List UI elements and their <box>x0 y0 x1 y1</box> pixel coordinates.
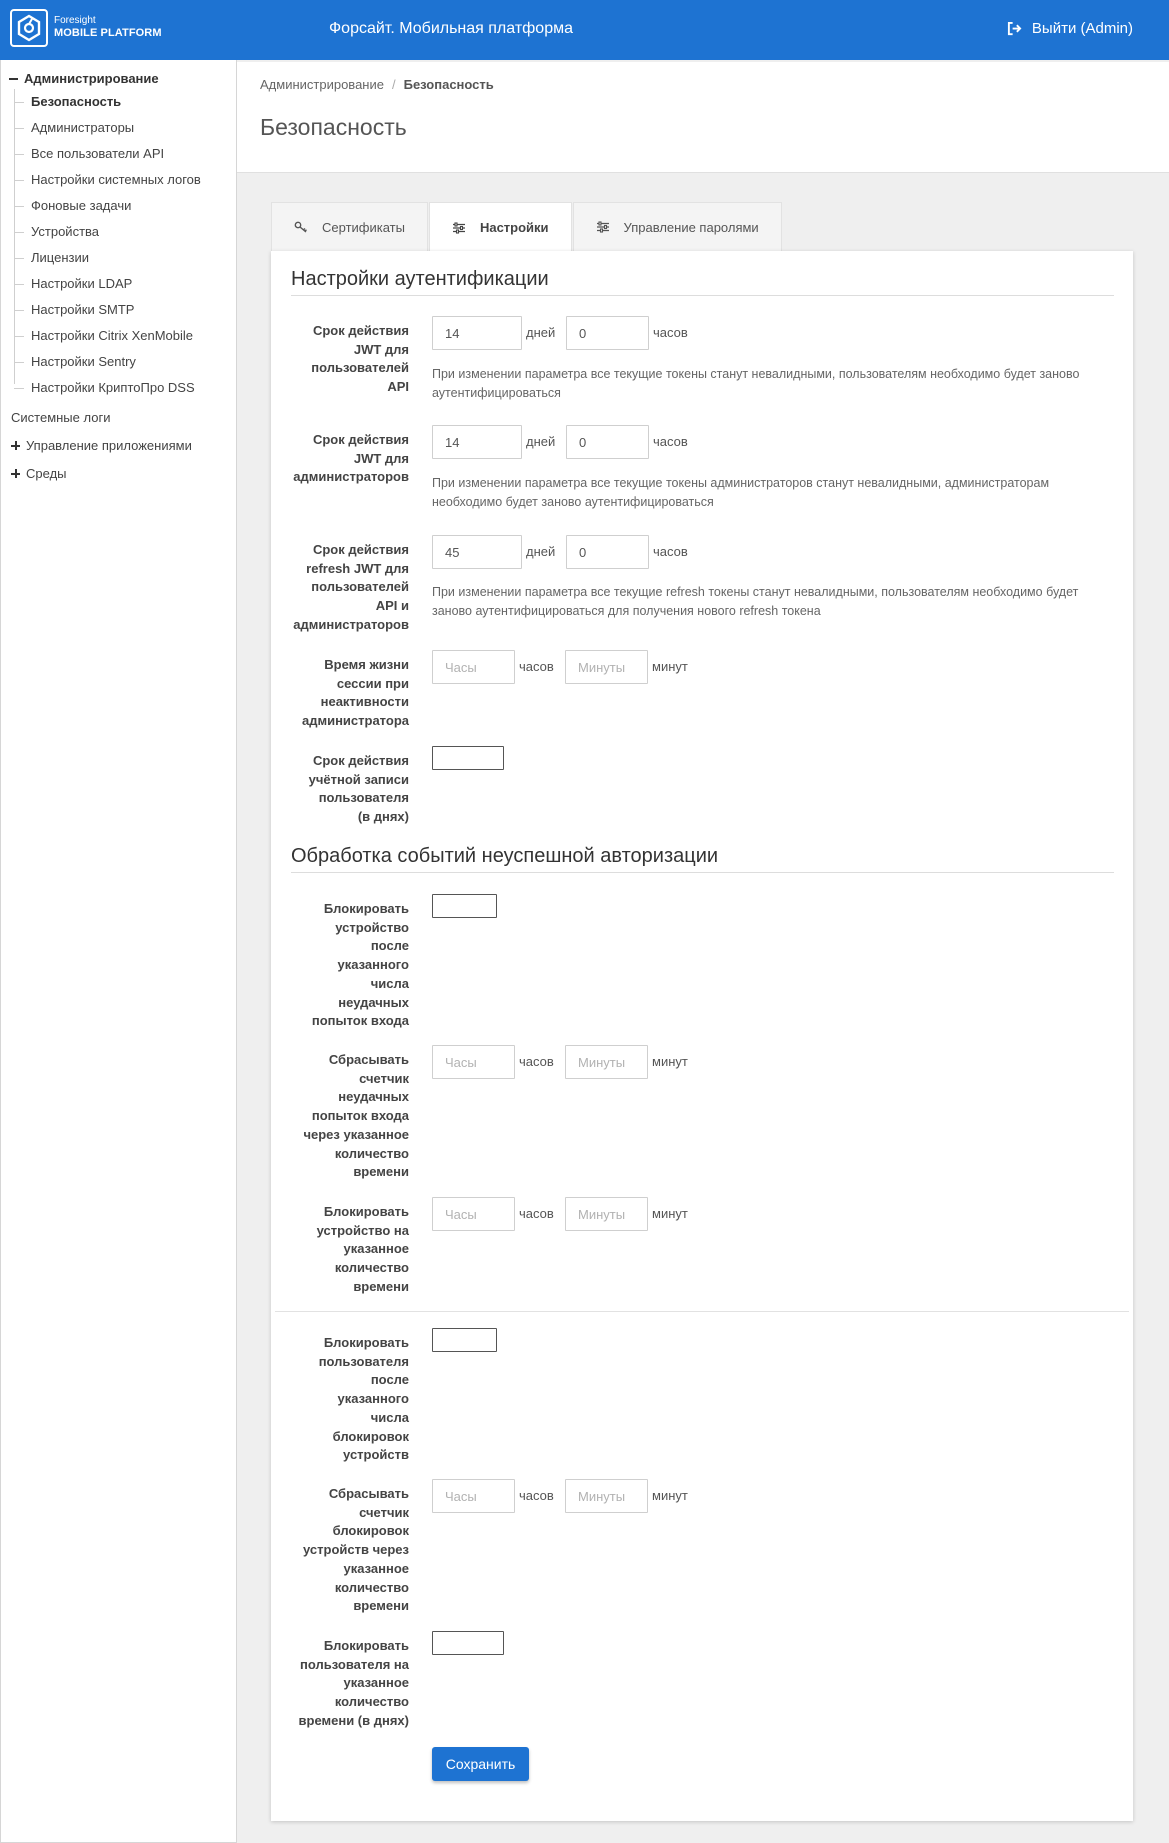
top-bar <box>0 0 1169 60</box>
days-unit: дней <box>526 434 556 449</box>
tree-node-label: Управление приложениями <box>26 438 192 453</box>
label-line: Срок действия <box>312 753 409 768</box>
section-divider <box>291 872 1114 873</box>
label-line: количество <box>334 1145 409 1161</box>
section-divider <box>291 295 1114 296</box>
label-line: API <box>387 379 409 395</box>
label-line: Срок действия <box>312 323 409 338</box>
expand-icon[interactable] <box>11 441 20 450</box>
label-line: Блокировать <box>323 1335 409 1350</box>
section-title-auth: Настройки аутентификации <box>291 268 549 290</box>
sidebar-item-cryptopro[interactable]: Настройки КриптоПро DSS <box>14 375 229 401</box>
sidebar-item-smtp[interactable]: Настройки SMTP <box>14 297 229 323</box>
tree-children <box>14 89 229 401</box>
block-device-after-label <box>291 900 409 1031</box>
label-line: администратора <box>301 713 409 729</box>
label-line: неудачных <box>338 1089 409 1105</box>
label-line: JWT для <box>353 341 409 357</box>
reset-block-hours-input[interactable] <box>432 1479 515 1513</box>
account-validity-input[interactable] <box>432 746 504 770</box>
collapse-icon[interactable] <box>9 74 18 83</box>
logo-line-1: Foresight <box>54 15 96 26</box>
key-icon <box>294 220 308 234</box>
sign-out-icon <box>1007 21 1022 36</box>
logo-text <box>54 14 162 40</box>
label-line: refresh JWT для <box>306 560 409 576</box>
refresh-jwt-label <box>291 541 409 635</box>
label-line: учётной записи <box>308 771 409 787</box>
session-minutes-input[interactable] <box>565 650 648 684</box>
hint-line: необходимо будет заново аутентифицироваться <box>432 495 714 509</box>
jwt-admins-label <box>291 431 409 487</box>
session-hours-input[interactable] <box>432 650 515 684</box>
label-line: Блокировать <box>323 1204 409 1219</box>
reset-failed-hours-input[interactable] <box>432 1045 515 1079</box>
label-line: блокировок <box>332 1523 409 1539</box>
hint-line: заново аутентифицироваться для получения нового refresh токена <box>432 604 821 618</box>
hint-line: При изменении параметра все текущие токены станут невалидными, пользователям необходимо будет заново <box>432 367 1080 381</box>
page-title: Безопасность <box>260 114 407 140</box>
label-line: числа <box>370 975 409 991</box>
session-lifetime-label <box>291 656 409 731</box>
label-line: пользователя на <box>300 1656 409 1672</box>
sidebar-item-api-users[interactable]: Все пользователи API <box>14 141 229 167</box>
block-user-for-label <box>291 1637 409 1731</box>
sidebar-item-licenses[interactable]: Лицензии <box>14 245 229 271</box>
label-line: Время жизни <box>324 657 409 672</box>
tab-certificates[interactable] <box>271 202 428 251</box>
jwt-admins-hint <box>432 474 1049 512</box>
hint-line: аутентифицироваться <box>432 386 561 400</box>
label-line: неактивности <box>320 694 409 710</box>
label-line: количество <box>334 1260 409 1276</box>
refresh-jwt-hours-input[interactable] <box>566 535 649 569</box>
label-line: пользователя <box>318 790 409 806</box>
app-title: Форсайт. Мобильная платформа <box>329 20 573 37</box>
block-user-for-input[interactable] <box>432 1631 504 1655</box>
jwt-users-days-input[interactable] <box>432 316 522 350</box>
label-line: API и <box>375 598 409 614</box>
tree-node-app-management[interactable] <box>11 438 192 453</box>
hint-line: При изменении параметра все текущие токены администраторов станут невалидными, администраторам <box>432 476 1050 490</box>
label-line: указанное <box>343 1675 409 1691</box>
refresh-jwt-days-input[interactable] <box>432 535 522 569</box>
hours-unit: часов <box>519 1488 554 1503</box>
tree-node-label: Администрирование <box>24 71 159 86</box>
hours-unit: часов <box>519 1054 554 1069</box>
hours-unit: часов <box>519 659 554 674</box>
label-line: Блокировать <box>323 1638 409 1653</box>
label-line: попыток входа <box>311 1108 409 1124</box>
breadcrumb-current: Безопасность <box>403 77 494 92</box>
hours-unit: часов <box>653 544 688 559</box>
label-line: пользователей <box>311 360 409 376</box>
tab-settings[interactable] <box>429 202 572 252</box>
label-line: Блокировать <box>323 901 409 916</box>
logo-line-2: MOBILE PLATFORM <box>54 27 162 39</box>
sidebar-item-background-tasks[interactable]: Фоновые задачи <box>14 193 229 219</box>
sidebar-item-administrators[interactable]: Администраторы <box>14 115 229 141</box>
jwt-users-hint <box>432 365 1079 403</box>
label-line: указанное <box>343 1560 409 1576</box>
refresh-jwt-hint <box>432 583 1078 621</box>
minutes-unit: минут <box>652 1054 688 1069</box>
minutes-unit: минут <box>652 659 688 674</box>
sidebar-item-ldap[interactable]: Настройки LDAP <box>14 271 229 297</box>
hint-line: При изменении параметра все текущие refresh токены станут невалидными, пользователям необходимо будет <box>432 585 1079 599</box>
label-line: администраторов <box>293 469 409 485</box>
hours-unit: часов <box>653 325 688 340</box>
label-line: указанного <box>337 957 409 973</box>
breadcrumb <box>260 77 494 92</box>
tree-node-environments[interactable] <box>11 466 67 481</box>
sidebar-item-security[interactable]: Безопасность <box>14 89 229 115</box>
block-device-hours-input[interactable] <box>432 1197 515 1231</box>
reset-block-minutes-input[interactable] <box>565 1479 648 1513</box>
label-line: Сбрасывать <box>328 1052 409 1067</box>
label-line: времени <box>353 1278 409 1294</box>
label-line: после <box>370 938 409 954</box>
account-validity-label <box>291 752 409 827</box>
label-line: через указанное <box>303 1126 409 1142</box>
jwt-admins-hours-input[interactable] <box>566 425 649 459</box>
label-line: Срок действия <box>312 542 409 557</box>
sidebar-item-system-logs[interactable]: Системные логи <box>11 410 111 425</box>
label-line: пользователя <box>318 1353 409 1369</box>
settings-panel <box>271 251 1133 1821</box>
label-line: сессии при <box>336 675 409 691</box>
label-line: блокировок <box>332 1428 409 1444</box>
block-device-after-input[interactable] <box>432 894 497 918</box>
hours-unit: часов <box>653 434 688 449</box>
breadcrumb-root[interactable]: Администрирование <box>260 77 384 92</box>
logout-label: Выйти (Admin) <box>1031 20 1133 37</box>
label-line: попыток входа <box>311 1013 409 1029</box>
section-title-failed-auth: Обработка событий неуспешной авторизации <box>291 845 719 867</box>
label-line: указанное <box>343 1241 409 1257</box>
sliders-icon <box>452 221 466 235</box>
hours-unit: часов <box>519 1206 554 1221</box>
jwt-users-hours-input[interactable] <box>566 316 649 350</box>
label-line: пользователей <box>311 579 409 595</box>
days-unit: дней <box>526 325 556 340</box>
tab-bar <box>271 202 783 251</box>
tree-node-administration[interactable] <box>9 71 159 86</box>
sliders-icon <box>596 220 610 234</box>
minutes-unit: минут <box>652 1488 688 1503</box>
label-line: Срок действия <box>312 432 409 447</box>
save-button[interactable]: Сохранить <box>432 1747 529 1781</box>
block-user-after-input[interactable] <box>432 1328 497 1352</box>
breadcrumb-separator: / <box>391 77 396 92</box>
sidebar-item-syslog-settings[interactable]: Настройки системных логов <box>14 167 229 193</box>
label-line: счетчик <box>359 1504 409 1520</box>
label-line: указанного <box>337 1391 409 1407</box>
days-unit: дней <box>526 544 556 559</box>
label-line: счетчик <box>359 1070 409 1086</box>
label-line: (в днях) <box>357 809 409 825</box>
label-line: после <box>370 1372 409 1388</box>
tab-password-management[interactable] <box>573 202 782 251</box>
label-line: устройств через <box>303 1542 409 1558</box>
label-line: устройство на <box>316 1222 409 1238</box>
tree-node-label: Среды <box>26 466 67 481</box>
tab-label: Настройки <box>479 220 549 235</box>
logout-button[interactable] <box>1007 20 1133 37</box>
expand-icon[interactable] <box>11 469 20 478</box>
label-line: времени <box>353 1598 409 1614</box>
sidebar-item-sentry[interactable]: Настройки Sentry <box>14 349 229 375</box>
label-line: устройств <box>343 1447 409 1463</box>
label-line: количество <box>334 1579 409 1595</box>
tab-label: Управление паролями <box>623 219 759 235</box>
block-user-after-label <box>291 1334 409 1465</box>
label-line: администраторов <box>293 616 409 632</box>
label-line: устройство <box>335 919 409 935</box>
minutes-unit: минут <box>652 1206 688 1221</box>
tab-label: Сертификаты <box>322 219 405 235</box>
label-line: JWT для <box>353 450 409 466</box>
block-device-minutes-input[interactable] <box>565 1197 648 1231</box>
label-line: времени (в днях) <box>298 1712 409 1728</box>
jwt-admins-days-input[interactable] <box>432 425 522 459</box>
sidebar-item-devices[interactable]: Устройства <box>14 219 229 245</box>
reset-failed-counter-label <box>291 1051 409 1182</box>
sidebar <box>0 60 237 1843</box>
foresight-logo-icon[interactable] <box>10 9 48 47</box>
label-line: неудачных <box>338 994 409 1010</box>
label-line: Сбрасывать <box>328 1486 409 1501</box>
page-header <box>237 62 1169 173</box>
label-line: количество <box>334 1694 409 1710</box>
label-line: времени <box>353 1164 409 1180</box>
label-line: числа <box>370 1409 409 1425</box>
group-divider <box>275 1311 1129 1312</box>
reset-block-counter-label <box>291 1485 409 1616</box>
reset-failed-minutes-input[interactable] <box>565 1045 648 1079</box>
sidebar-item-citrix[interactable]: Настройки Citrix XenMobile <box>14 323 229 349</box>
block-device-for-label <box>291 1203 409 1297</box>
jwt-users-label <box>291 322 409 397</box>
